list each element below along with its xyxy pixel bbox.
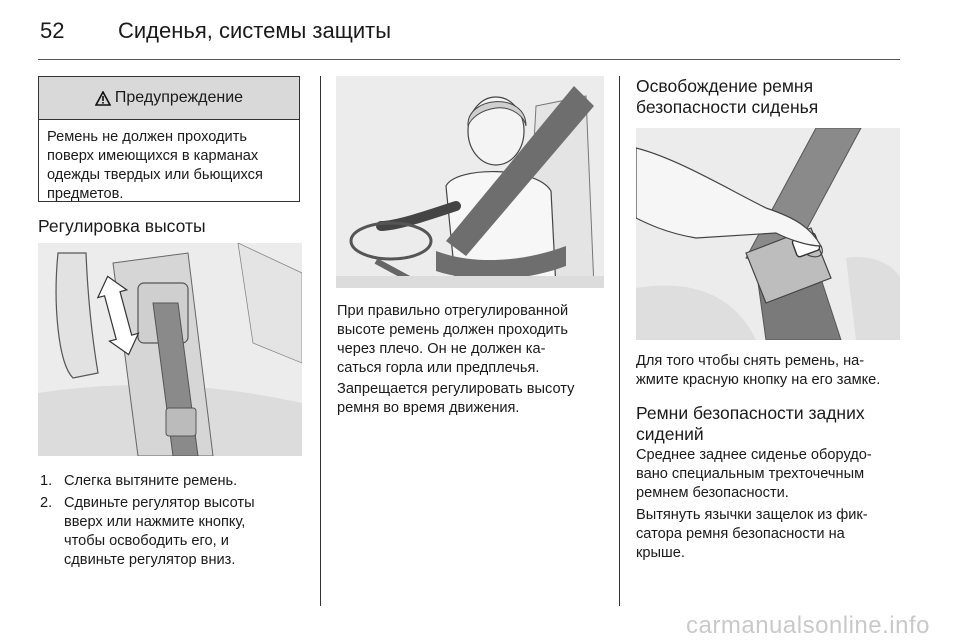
belt-fit-paragraph: При правильно отрегулированной высоте ремень должен проходить через плечо. Он не должен ка- саться горла или предплечья. [337,303,569,376]
rear-belts-paragraph-2: Вытянуть язычки защелок из фик- сатора ремня безопасности на крыше. [636,507,868,561]
buckle-illustration [636,128,900,340]
belt-release-heading: Освобождение ремня безопасности сиденья [636,76,819,117]
rear-belts-paragraph-1: Среднее заднее сиденье оборудо- вано специальным трехточечным ремнем безопасности. [636,447,872,501]
column-divider-right [619,76,620,606]
warning-text: Ремень не должен проходить поверх имеющихся в карманах одежды твердых или бьющихся предметов. [47,129,263,202]
release-paragraph: Для того чтобы снять ремень, на- жмите красную кнопку на его замке. [636,353,881,388]
driver-belt-figure [336,76,604,288]
warning-header [39,77,299,120]
driver-illustration [336,76,604,288]
adjust-warning-paragraph: Запрещается регулировать высоту ремня во время движения. [337,381,575,416]
warning-box [38,76,300,202]
header-divider [38,59,900,60]
warning-triangle-icon [95,91,111,106]
watermark: carmanualsonline.info [686,612,930,639]
height-adjustment-steps [40,472,310,570]
list-item: 1. Слегка вытяните ремень. [40,473,238,489]
height-adjuster-illustration [38,243,302,456]
page-title: Сиденья, системы защиты [118,18,392,43]
page-number: 52 [40,18,65,43]
height-adjuster-figure [38,243,302,456]
rear-belts-heading: Ремни безопасности задних сидений [636,403,865,444]
warning-title: Предупреждение [114,89,244,106]
column-divider-left [320,76,321,606]
list-item: 2. Сдвиньте регулятор высоты вверх или нажмите кнопку, чтобы освободить его, и сдвиньте регулятор вниз. [40,495,255,568]
buckle-release-figure [636,128,900,340]
height-adjustment-heading: Регулировка высоты [38,216,206,236]
